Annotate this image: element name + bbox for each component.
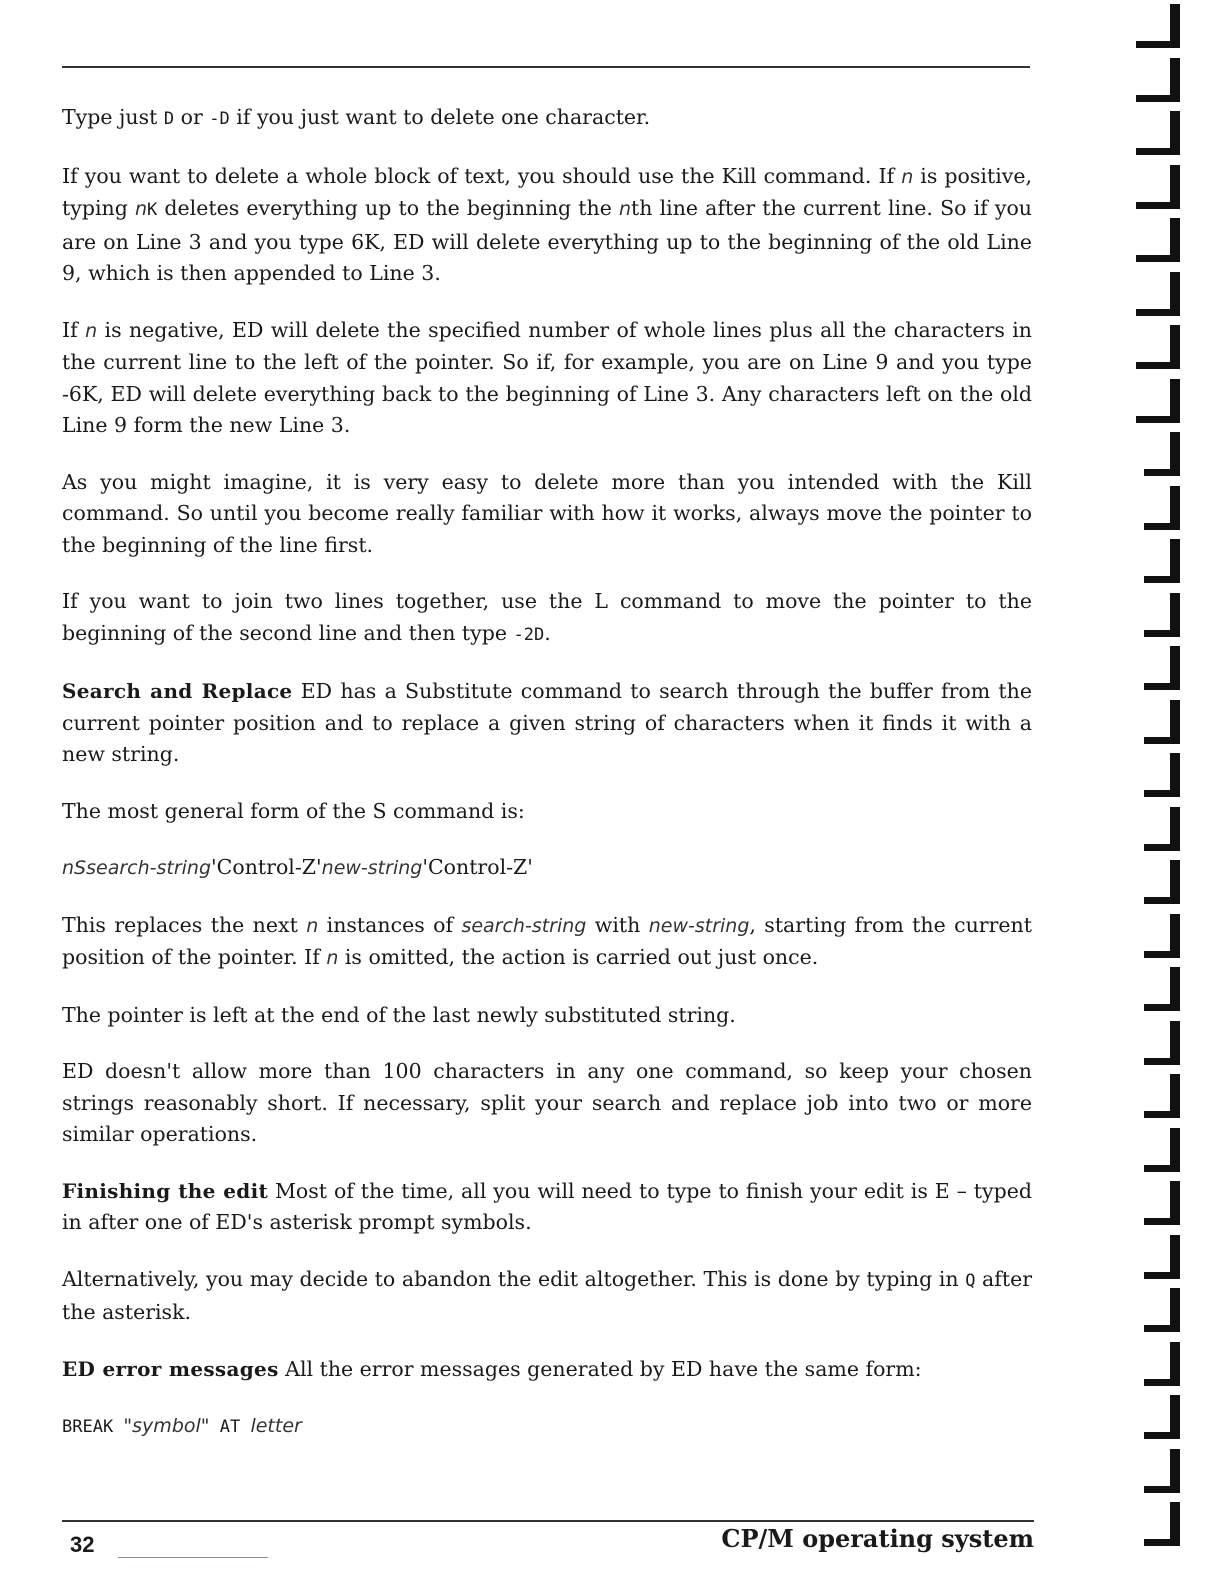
text-run: AT	[209, 1417, 251, 1437]
index-tab-foot	[1136, 309, 1180, 316]
running-title: CP/M operating system	[721, 1524, 1034, 1553]
text-run: As you might imagine, it is very easy to delete more than you intended with the Kill command. So until you become really familiar with how it works, always move the pointer to the beginning of the line first.	[62, 469, 1032, 557]
paragraph-p7	[62, 796, 1032, 828]
text-run: new-string	[321, 857, 423, 879]
index-tab-foot	[1144, 1165, 1180, 1172]
text-run: Alternatively, you may decide to abandon the edit altogether. This is done by typing in	[62, 1266, 966, 1291]
text-run: deletes everything up to the beginning the	[157, 196, 619, 220]
text-run: is omitted, the action is carried out just once.	[338, 945, 819, 969]
index-tab-foot	[1144, 1272, 1180, 1279]
text-run: n	[134, 198, 148, 220]
index-tab-foot	[1144, 897, 1180, 904]
text-run: letter	[250, 1415, 302, 1437]
index-tab-foot	[1144, 1004, 1180, 1011]
text-run: or	[174, 105, 210, 129]
text-run: This replaces the next	[62, 912, 307, 937]
paragraph-p5	[62, 586, 1032, 651]
text-run: If you want to join two lines together, use the L command to move the pointer to the beginning of the second line and then type	[62, 589, 1032, 645]
text-run: n	[85, 319, 98, 342]
text-run: The most general form of the S command is:	[62, 798, 525, 823]
paragraph-p14	[62, 1354, 1032, 1386]
index-tab-foot	[1144, 630, 1180, 637]
text-run: All the error messages generated by ED have the same form:	[278, 1356, 922, 1381]
index-tab-foot	[1136, 148, 1180, 155]
section-heading: Search and Replace	[62, 679, 293, 703]
index-tab-foot	[1136, 255, 1180, 262]
index-tab-foot	[1144, 1486, 1180, 1493]
text-run: with	[586, 912, 649, 937]
text-run: if you just want to delete one character.	[229, 105, 651, 129]
text-run: search-string	[461, 914, 587, 937]
index-tab-foot	[1144, 523, 1180, 530]
text-run: "symbol"	[123, 1415, 210, 1437]
index-tab-foot	[1144, 1379, 1180, 1386]
text-run: If you want to delete a whole block of text, you should use the Kill command. If	[62, 163, 902, 188]
section-heading: Finishing the edit	[62, 1178, 269, 1203]
index-tab-foot	[1136, 362, 1180, 369]
text-run: -2D	[513, 624, 545, 645]
top-rule	[62, 66, 1030, 68]
index-tab-foot	[1144, 1325, 1180, 1332]
text-run: .	[544, 620, 551, 645]
text-run: K	[147, 200, 158, 220]
index-tab-foot	[1144, 469, 1180, 476]
paragraph-p6	[62, 676, 1032, 771]
text-run: is positive, typing	[62, 163, 1032, 220]
paragraph-p8	[62, 852, 1032, 885]
text-run: The pointer is left at the end of the last newly substituted string.	[62, 1002, 736, 1027]
text-run: , starting from the current position of the pointer. If	[62, 912, 1032, 969]
index-tab-foot	[1144, 844, 1180, 851]
paragraph-p11	[62, 1056, 1032, 1151]
text-run: th line after the current line. So if you are on Line 3 and you type 6K, ED will delete everything up to the beginning of the old Line 9, which is then appended to Line 3.	[62, 196, 1033, 285]
index-tab-foot	[1136, 95, 1180, 102]
paragraph-p12	[62, 1176, 1032, 1239]
text-run: Most of the time, all you will need to type to finish your edit is E – typed in after one of ED's asterisk prompt symbols.	[62, 1178, 1033, 1234]
text-run: 'Control-Z'	[211, 855, 322, 879]
paragraph-p15	[62, 1410, 1032, 1444]
index-tab-foot	[1144, 1539, 1180, 1546]
paragraph-p2	[62, 161, 1032, 290]
page-number: 32	[70, 1532, 95, 1557]
bottom-rule	[62, 1520, 1034, 1522]
index-tab-foot	[1144, 1432, 1180, 1439]
text-run: n	[901, 165, 914, 188]
index-tab-foot	[1144, 683, 1180, 690]
section-heading: ED error messages	[62, 1356, 279, 1381]
text-run: n	[306, 914, 319, 937]
index-tabs-edge	[1108, 0, 1224, 1584]
text-run: nS	[62, 857, 87, 879]
text-run: after the asterisk.	[62, 1266, 1033, 1324]
body-text	[62, 102, 1032, 1444]
text-run: is negative, ED will delete the specified number of whole lines plus all the characters in the current line to the left of the pointer. So if, for example, you are on Line 9 and you type -6K, ED will delete everything back to the beginning of Line 3. Any characters left on the old Line 9 form the new Line 3.	[62, 317, 1033, 437]
index-tab-foot	[1144, 1111, 1180, 1118]
paragraph-p1	[62, 102, 1032, 136]
paragraph-p4	[62, 467, 1032, 562]
index-tab-foot	[1144, 737, 1180, 744]
text-run: search-string	[86, 857, 212, 879]
text-run: BREAK	[62, 1417, 124, 1437]
index-tab-foot	[1144, 951, 1180, 958]
paragraph-p3	[62, 315, 1032, 442]
text-run: 'Control-Z'	[422, 855, 533, 879]
index-tab-foot	[1144, 1218, 1180, 1225]
text-run: new-string	[648, 914, 750, 937]
index-tab-foot	[1136, 41, 1180, 48]
paragraph-p9	[62, 910, 1032, 975]
text-run: n	[326, 947, 339, 969]
paragraph-p10	[62, 1000, 1032, 1032]
index-tab-foot	[1144, 576, 1180, 583]
text-run: Q	[965, 1270, 976, 1291]
index-tab-foot	[1136, 202, 1180, 209]
text-run: -D	[209, 109, 230, 129]
text-run: Type just	[62, 105, 164, 129]
index-tab-foot	[1136, 416, 1180, 423]
text-run: n	[618, 198, 632, 220]
text-run: D	[163, 109, 175, 129]
short-rule	[118, 1557, 268, 1558]
text-run: If	[62, 317, 86, 342]
index-tab-foot	[1144, 790, 1180, 797]
index-tab-foot	[1144, 1058, 1180, 1065]
text-run: ED has a Substitute command to search through the buffer from the current pointer position and to replace a given string of characters when it finds it with a new string.	[62, 679, 1032, 766]
text-run: instances of	[318, 912, 462, 937]
paragraph-p13	[62, 1264, 1032, 1329]
text-run: ED doesn't allow more than 100 characters in any one command, so keep your chosen strings reasonably short. If necessary, split your search and replace job into two or more similar operations.	[62, 1059, 1032, 1146]
